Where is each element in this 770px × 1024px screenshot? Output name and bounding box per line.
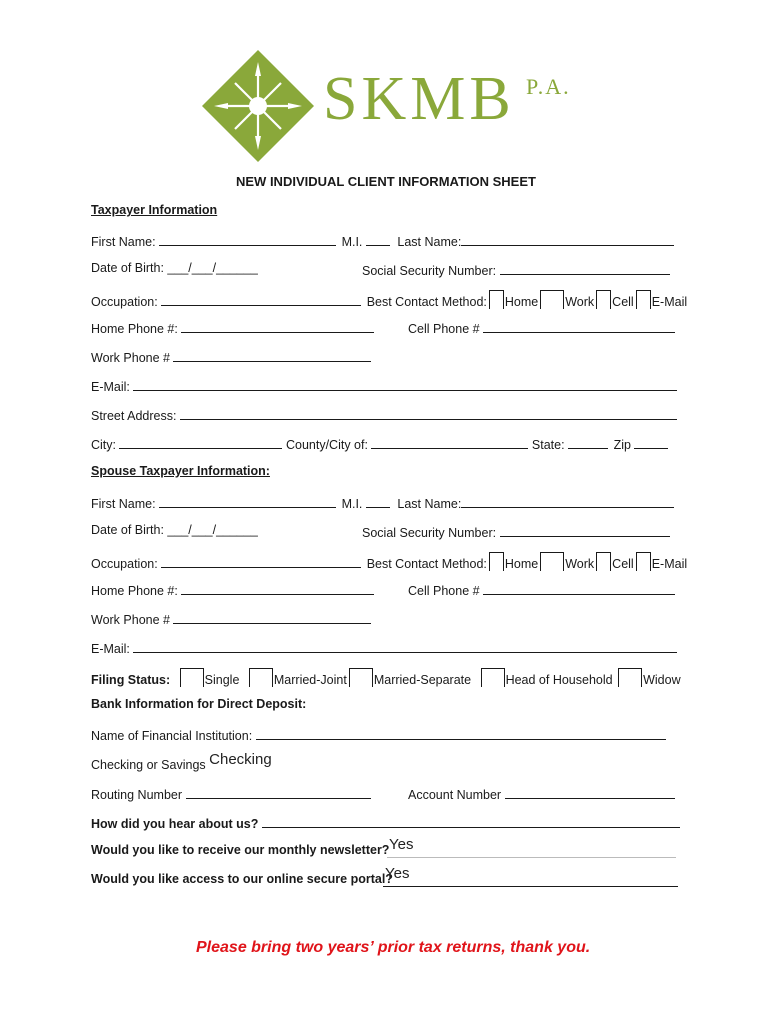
routing-field[interactable] (186, 785, 371, 799)
spouse-work-phone-field[interactable] (173, 610, 371, 624)
institution-field[interactable] (256, 726, 666, 740)
occupation-field[interactable] (161, 292, 361, 306)
newsletter-label: Would you like to receive our monthly newsletter? (91, 843, 390, 857)
email-label: E-Mail: (91, 380, 130, 394)
spouse-heading: Spouse Taxpayer Information: (91, 464, 270, 478)
institution-label: Name of Financial Institution: (91, 729, 253, 743)
logo-suffix: P.A. (526, 74, 571, 99)
contact-home-checkbox[interactable] (489, 290, 504, 309)
portal-row (91, 872, 393, 886)
spouse-occupation-field[interactable] (161, 554, 361, 568)
spouse-ssn-row (362, 523, 670, 540)
city-field[interactable] (119, 435, 282, 449)
occupation-row (91, 290, 687, 309)
taxpayer-first-name-row (91, 232, 674, 249)
zip-label: Zip (613, 438, 631, 452)
spouse-contact-home-checkbox[interactable] (489, 552, 504, 571)
last-name-field[interactable] (461, 232, 674, 246)
occupation-label: Occupation: (91, 295, 158, 309)
last-name-label: Last Name: (397, 235, 462, 249)
work-phone-label: Work Phone # (91, 351, 170, 365)
filing-head-household-checkbox[interactable] (481, 668, 505, 687)
mi-field[interactable] (366, 232, 390, 246)
filing-single-checkbox[interactable] (180, 668, 204, 687)
institution-row (91, 726, 666, 743)
filing-widow-checkbox[interactable] (618, 668, 642, 687)
street-label: Street Address: (91, 409, 177, 423)
home-phone-label: Home Phone #: (91, 322, 178, 336)
filing-married-separate-checkbox[interactable] (349, 668, 373, 687)
spouse-contact-work-checkbox[interactable] (540, 552, 564, 571)
routing-label: Routing Number (91, 788, 183, 802)
hear-about-row (91, 814, 680, 831)
hear-about-label: How did you hear about us? (91, 817, 259, 831)
filing-widow-label: Widow (643, 673, 681, 687)
first-name-field[interactable] (159, 232, 336, 246)
spouse-contact-email-label: E-Mail (651, 557, 688, 571)
street-field[interactable] (180, 406, 677, 420)
spouse-ssn-field[interactable] (500, 523, 670, 537)
work-phone-row (91, 348, 371, 365)
home-phone-row (91, 319, 374, 336)
spouse-last-name-label: Last Name: (397, 497, 462, 511)
contact-cell-checkbox[interactable] (596, 290, 611, 309)
spouse-cell-phone-label: Cell Phone # (408, 584, 480, 598)
checking-row (91, 751, 272, 772)
city-label: City: (91, 438, 116, 452)
cell-phone-label: Cell Phone # (408, 322, 480, 336)
portal-field[interactable] (383, 865, 678, 887)
logo (198, 46, 588, 176)
cell-phone-field[interactable] (483, 319, 675, 333)
spouse-contact-cell-label: Cell (612, 557, 634, 571)
ssn-label: Social Security Number: (362, 264, 497, 278)
home-phone-field[interactable] (181, 319, 374, 333)
contact-home-label: Home (504, 295, 539, 309)
spouse-best-contact-label: Best Contact Method: (366, 557, 487, 571)
cell-phone-row (408, 319, 675, 336)
spouse-occupation-row (91, 552, 687, 571)
county-label: County/City of: (285, 438, 368, 452)
state-field[interactable] (568, 435, 608, 449)
spouse-email-row (91, 639, 677, 656)
spouse-contact-email-checkbox[interactable] (636, 552, 651, 571)
spouse-first-name-label: First Name: (91, 497, 156, 511)
work-phone-field[interactable] (173, 348, 371, 362)
portal-label: Would you like access to our online secure portal? (91, 872, 393, 886)
portal-value: Yes (385, 865, 410, 882)
spouse-dob-field[interactable]: Date of Birth: ___/___/______ (91, 523, 258, 537)
spouse-occupation-label: Occupation: (91, 557, 158, 571)
routing-row (91, 785, 371, 802)
logo-diamond-icon (198, 46, 318, 166)
zip-field[interactable] (634, 435, 668, 449)
filing-status-label: Filing Status: (91, 673, 171, 687)
contact-cell-label: Cell (612, 295, 634, 309)
spouse-ssn-label: Social Security Number: (362, 526, 497, 540)
newsletter-value: Yes (389, 836, 414, 853)
spouse-home-phone-field[interactable] (181, 581, 374, 595)
bank-heading: Bank Information for Direct Deposit: (91, 697, 307, 711)
page-title: NEW INDIVIDUAL CLIENT INFORMATION SHEET (236, 174, 536, 189)
state-label: State: (531, 438, 565, 452)
logo-name: SKMB (323, 65, 515, 133)
spouse-contact-work-label: Work (565, 557, 595, 571)
spouse-work-phone-row (91, 610, 371, 627)
filing-married-joint-checkbox[interactable] (249, 668, 273, 687)
ssn-row (362, 261, 670, 278)
ssn-field[interactable] (500, 261, 670, 275)
spouse-home-phone-row (91, 581, 374, 598)
mi-label: M.I. (341, 235, 363, 249)
spouse-work-phone-label: Work Phone # (91, 613, 170, 627)
checking-value[interactable]: Checking (209, 751, 272, 768)
contact-email-label: E-Mail (651, 295, 688, 309)
contact-work-label: Work (565, 295, 595, 309)
newsletter-field[interactable] (387, 836, 676, 858)
account-row (408, 785, 675, 802)
spouse-cell-phone-row (408, 581, 675, 598)
spouse-email-label: E-Mail: (91, 642, 130, 656)
filing-head-household-label: Head of Household (505, 673, 613, 687)
contact-email-checkbox[interactable] (636, 290, 651, 309)
taxpayer-heading: Taxpayer Information (91, 203, 218, 217)
spouse-last-name-field[interactable] (461, 494, 674, 508)
email-field[interactable] (133, 377, 677, 391)
spouse-email-field[interactable] (133, 639, 677, 653)
dob-field[interactable]: Date of Birth: ___/___/______ (91, 261, 258, 275)
spouse-mi-label: M.I. (341, 497, 363, 511)
first-name-label: First Name: (91, 235, 156, 249)
spouse-first-name-field[interactable] (159, 494, 336, 508)
checking-label: Checking or Savings (91, 758, 206, 772)
footer-note: Please bring two years’ prior tax returns, thank you. (196, 939, 591, 956)
newsletter-row (91, 843, 389, 857)
hear-about-field[interactable] (262, 814, 680, 828)
spouse-home-phone-label: Home Phone #: (91, 584, 178, 598)
contact-work-checkbox[interactable] (540, 290, 564, 309)
filing-single-label: Single (204, 673, 240, 687)
city-row (91, 435, 668, 452)
email-row (91, 377, 677, 394)
spouse-contact-cell-checkbox[interactable] (596, 552, 611, 571)
spouse-cell-phone-field[interactable] (483, 581, 675, 595)
filing-married-separate-label: Married-Separate (373, 673, 472, 687)
account-field[interactable] (505, 785, 675, 799)
county-field[interactable] (371, 435, 528, 449)
account-label: Account Number (408, 788, 502, 802)
best-contact-label: Best Contact Method: (366, 295, 487, 309)
filing-status-row (91, 668, 681, 687)
filing-married-joint-label: Married-Joint (273, 673, 347, 687)
spouse-first-name-row (91, 494, 674, 511)
spouse-mi-field[interactable] (366, 494, 390, 508)
street-row (91, 406, 677, 423)
spouse-contact-home-label: Home (504, 557, 539, 571)
